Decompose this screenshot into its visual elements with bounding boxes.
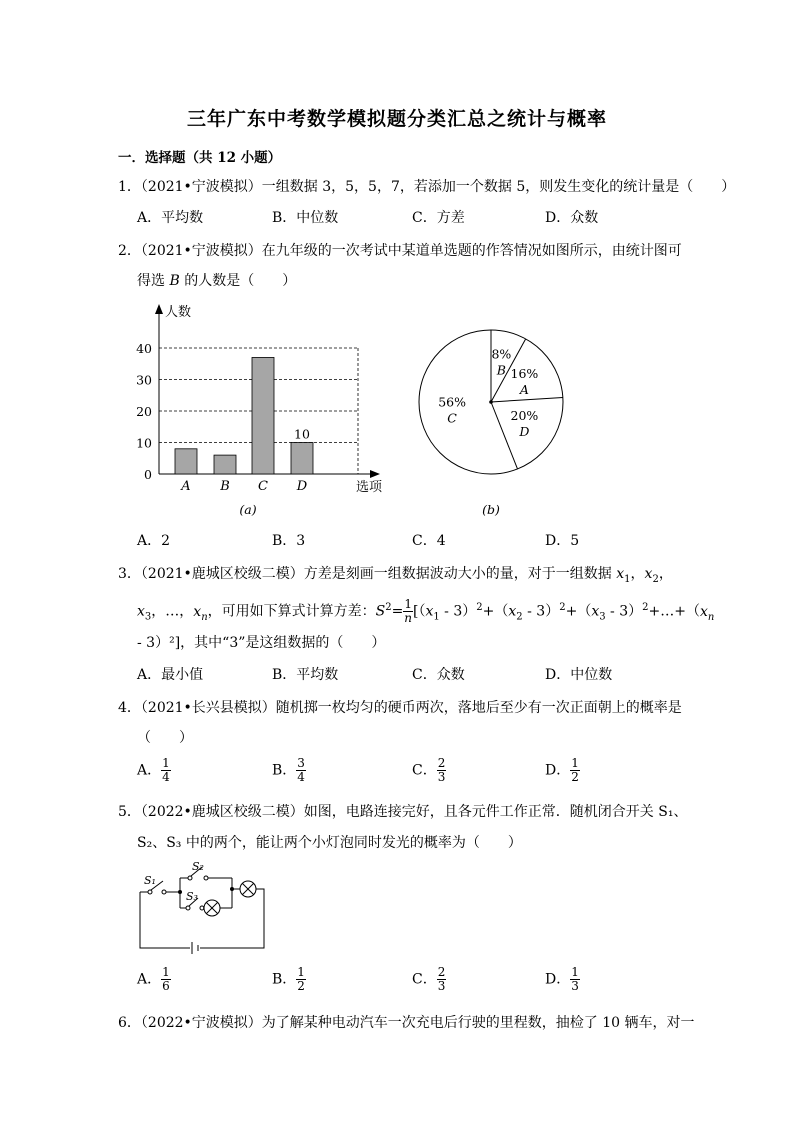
y-tick-label: 0 <box>144 467 152 482</box>
section-heading: 一．选择题（共 12 小题） <box>118 150 282 166</box>
q5-option-c: C． $\frac{2}{3}$ <box>412 965 446 993</box>
question-3-line3: - 3）²]，其中“3”是这组数据的（ ） <box>137 635 386 651</box>
x-tick-label: C <box>258 479 268 494</box>
bar-A <box>175 449 197 474</box>
pie-label-B: B <box>496 362 506 378</box>
x-axis-label: 选项 <box>356 480 383 495</box>
circuit-wire-left <box>140 892 190 948</box>
question-2-line1: 2．（2021•宁波模拟）在九年级的一次考试中某道单选题的作答情况如图所示，由统计图可 <box>118 243 682 259</box>
s1-contact-left <box>148 890 152 894</box>
x-tick-label: D <box>296 479 308 494</box>
question-2-line2: 得选 B 的人数是（ ） <box>137 273 297 289</box>
pie-label-D: D <box>519 424 530 440</box>
s2-contact-right <box>204 876 208 880</box>
q4-option-c: C． $\frac{2}{3}$ <box>412 756 446 784</box>
pie-center <box>489 400 493 404</box>
y-tick-label: 40 <box>136 341 152 356</box>
q1-option-b: B．中位数 <box>272 210 339 226</box>
q2-option-d: D．5 <box>545 533 580 549</box>
chart-caption-a: (a) <box>239 502 257 517</box>
q5-option-b: B． $\frac{1}{2}$ <box>272 965 305 993</box>
x-axis-arrow <box>370 470 380 478</box>
s1-contact-right <box>162 890 166 894</box>
y-tick-label: 30 <box>136 372 152 388</box>
pie-pct-A: 16% <box>510 365 539 381</box>
question-4-line2: （ ） <box>137 730 193 746</box>
bar-C <box>252 357 274 474</box>
question-1-text: 1．（2021•宁波模拟）一组数据 3，5，5，7，若添加一个数据 5，则发生变化的统计量是（ ） <box>118 179 736 195</box>
q2-option-b: B．3 <box>272 533 306 549</box>
q3-option-a: A．最小值 <box>137 667 204 683</box>
q3-option-c: C．众数 <box>412 667 465 683</box>
s1-label: S₁ <box>144 874 156 887</box>
question-4-line1: 4．（2021•长兴县模拟）随机掷一枚均匀的硬币两次，落地后至少有一次正面朝上的概率是 <box>118 700 682 716</box>
q2-option-a: A．2 <box>137 533 171 549</box>
q1-option-c: C．方差 <box>412 210 465 226</box>
pie-chart <box>410 318 575 523</box>
q3-option-d: D．中位数 <box>545 667 613 683</box>
pie-label-C: C <box>447 410 457 426</box>
q3-fraction: $\frac{1}{n}$ <box>404 597 413 625</box>
bar-chart <box>128 298 393 523</box>
y-tick-label: 10 <box>136 435 152 451</box>
circuit-diagram <box>132 856 274 956</box>
s3-label: S₃ <box>186 890 198 903</box>
s2-contact-left <box>188 876 192 880</box>
question-5-line1: 5．（2022•鹿城区校级二模）如图，电路连接完好，且各元件工作正常．随机闭合开关 S₁、 <box>118 804 688 820</box>
x-tick-label: A <box>181 479 191 494</box>
q4-option-d: D． $\frac{1}{2}$ <box>545 756 579 784</box>
q3-option-b: B．平均数 <box>272 667 339 683</box>
data-label: 10 <box>294 426 310 442</box>
q2-option-c: C．4 <box>412 533 446 549</box>
question-6-line1: 6．（2022•宁波模拟）为了解某种电动汽车一次充电后行驶的里程数，抽检了 10 辆车，对一 <box>118 1015 695 1031</box>
q5-option-a: A． $\frac{1}{6}$ <box>137 965 170 993</box>
bar-D <box>291 443 313 475</box>
s3-contact-left <box>186 906 190 910</box>
bar-B <box>214 455 236 474</box>
pie-pct-B: 8% <box>491 346 512 362</box>
y-axis-label: 人数 <box>165 305 192 320</box>
chart-caption-b: (b) <box>482 502 500 517</box>
question-5-line2: S₂、S₃ 中的两个，能让两个小灯泡同时发光的概率为（ ） <box>137 835 522 851</box>
s2-label: S₂ <box>192 860 204 873</box>
x-tick-label: B <box>220 479 230 494</box>
pie-pct-C: 56% <box>438 394 466 410</box>
q1-option-a: A．平均数 <box>137 210 204 226</box>
q4-option-a: A． $\frac{1}{4}$ <box>137 756 170 784</box>
q1-option-d: D．众数 <box>545 210 599 226</box>
question-3-line1: 3．（2021•鹿城区校级二模）方差是刻画一组数据波动大小的量，对于一组数据 $x_1$，$x_2$， <box>118 566 673 585</box>
q5-option-d: D． $\frac{1}{3}$ <box>545 965 579 993</box>
q4-option-b: B． $\frac{3}{4}$ <box>272 756 305 784</box>
y-axis-arrow <box>155 304 163 314</box>
pie-pct-D: 20% <box>510 408 539 424</box>
page-title: 三年广东中考数学模拟题分类汇总之统计与概率 <box>186 108 607 130</box>
y-tick-label: 20 <box>136 404 152 419</box>
question-3-line2: $x_3$，…，$x_n$，可用如下算式计算方差：$S^2=$ $\frac{1}{n}$ [$(x_1 - 3)^2+(x_2 - 3)^2+(x_3$ - $3)^2+\dots+(x_n$ <box>137 597 715 625</box>
pie-label-A: A <box>519 381 529 397</box>
